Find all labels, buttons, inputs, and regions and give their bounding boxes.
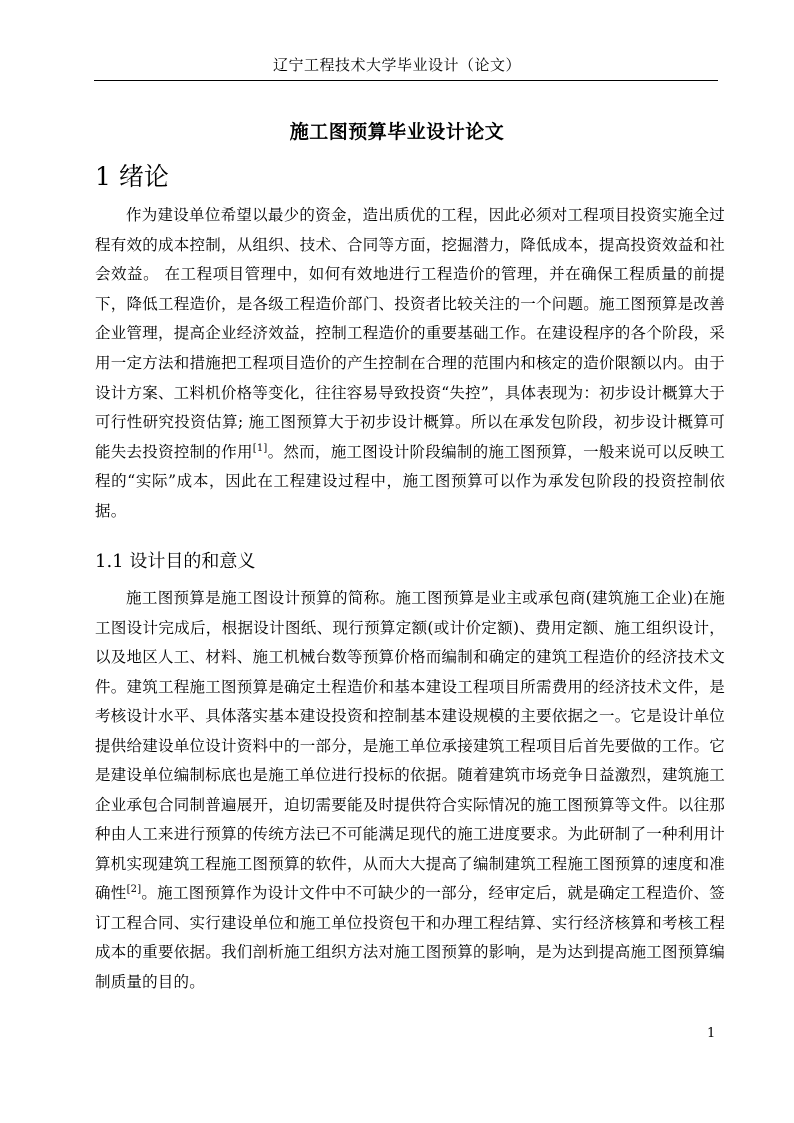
chapter-heading: 1 绪论 — [95, 162, 169, 191]
section-paragraph — [95, 584, 725, 997]
intro-paragraph — [95, 201, 725, 527]
page-number: 1 — [707, 1026, 716, 1041]
section-heading: 1.1 设计目的和意义 — [95, 551, 256, 572]
header-divider — [94, 80, 718, 81]
section-paragraph-text-1: 施工图预算是施工图设计预算的简称。施工图预算是业主或承包商(建筑施工企业)在施工图设计完成后，根据设计图纸、现行预算定额(或计价定额)、费用定额、施工组织设计，以及地区人工、材料、施工机械台数等预算价格而编制和确定的建筑工程造价的经济技术文件。建筑工程施工图预算是确定土程造价和基本建设工程项目所需费用的经济技术文件，是考核设计水平、具体落实基本建设投资和控制基本建设规模的主要依据之一。它是设计单位提供给建设单位设计资料中的一部分，是施工单位承接建筑工程项目后首先要做的工作。它是建设单位编制标底也是施工单位进行投标的依据。随着建筑市场竞争日益激烈，建筑施工企业承包合同制普遍展开，迫切需要能及时提供符合实际情况的施工图预算等文件。以往那种由人工来进行预算的传统方法已不可能满足现代的施工进度要求。为此研制了一种利用计算机实现建筑工程施工图预算的软件，从而大大提高了编制建筑工程施工图预算的速度和准确性 — [95, 589, 725, 902]
intro-paragraph-text-1: 作为建设单位希望以最少的资金，造出质优的工程，因此必须对工程项目投资实施全过程有效的成本控制，从组织、技术、合同等方面，挖掘潜力，降低成本，提高投资效益和社会效益。 在工程项目管理中，如何有效地进行工程造价的管理，并在确保工程质量的前提下，降低工程造价，是各级工程造价部门、投资者比较关注的一个问题。施工图预算是改善企业管理，提高企业经济效益，控制工程造价的重要基础工作。在建设程序的各个阶段，采用一定方法和措施把工程项目造价的产生控制在合理的范围内和核定的造价限额以内。由于设计方案、工料机价格等变化，往往容易导致投资“失控”，具体表现为：初步设计概算大于可行性研究投资估算; 施工图预算大于初步设计概算。所以在承发包阶段，初步设计概算可能失去投资控制的作用 — [95, 206, 725, 461]
section-paragraph-text-2: 。施工图预算作为设计文件中不可缺少的一部分，经审定后，就是确定工程造价、签订工程合同、实行建设单位和施工单位投资包干和办理工程结算、实行经济核算和考核工程成本的重要依据。我们剖析施工组织方法对施工图预算的影响，是为达到提高施工图预算编制质量的目的。 — [95, 884, 726, 991]
document-title: 施工图预算毕业设计论文 — [289, 121, 505, 143]
citation-2: [2] — [126, 883, 142, 895]
running-header: 辽宁工程技术大学毕业设计（论文） — [272, 56, 521, 74]
citation-1: [1] — [252, 442, 268, 454]
intro-paragraph-text-2: 。然而，施工图设计阶段编制的施工图预算，一般来说可以反映工程的“实际”成本，因此在工程建设过程中，施工图预算可以作为承发包阶段的投资控制依据。 — [95, 442, 725, 520]
